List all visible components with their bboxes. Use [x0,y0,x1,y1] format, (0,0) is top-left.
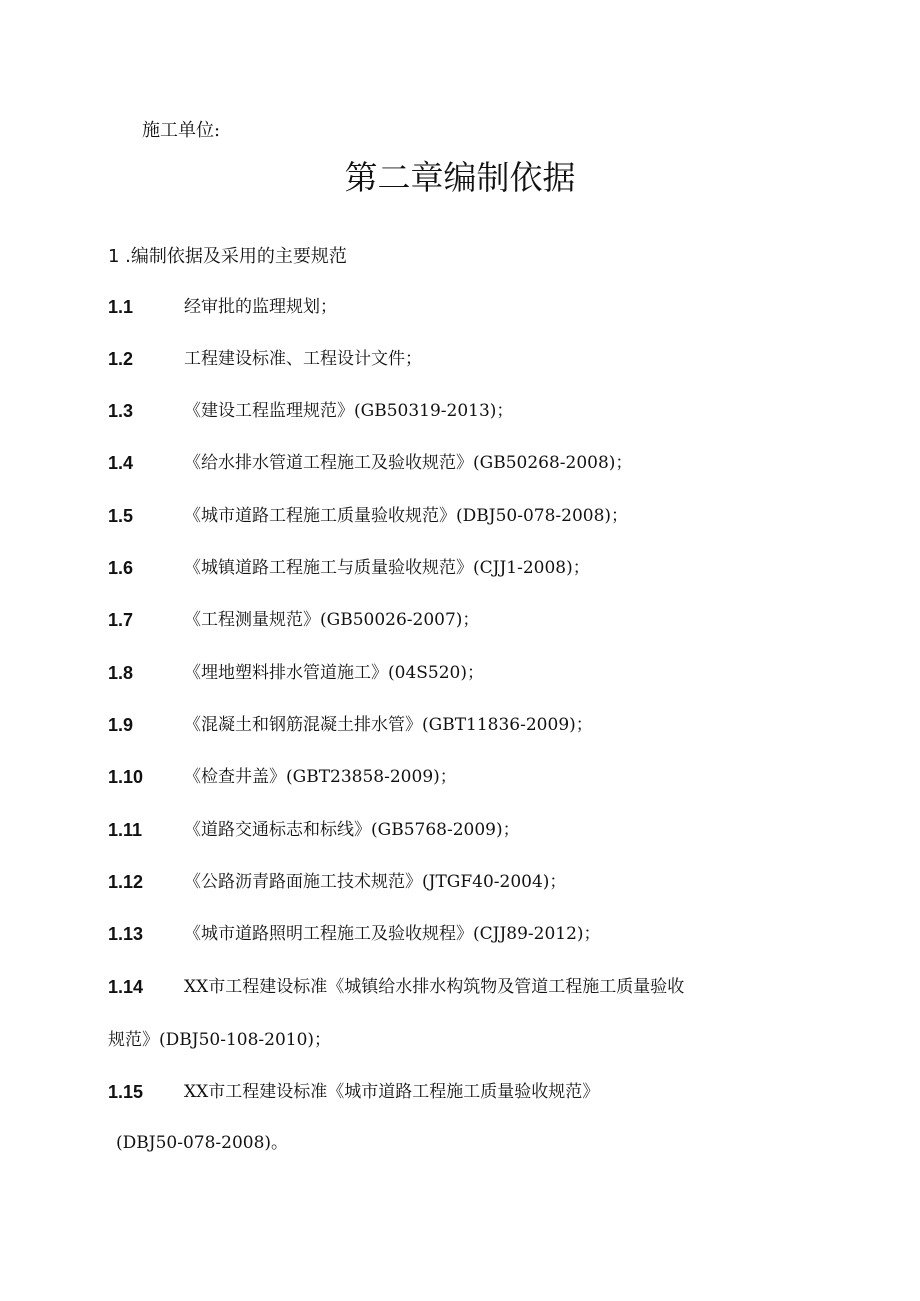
item-text: 《工程测量规范》(GB50026-2007)； [184,610,480,630]
list-item [0,815,920,845]
item-number: 1.15 [108,1082,144,1102]
item-text: 《埋地塑料排水管道施工》(04S520)； [184,663,484,683]
item-text: 《混凝土和钢筋混凝土排水管》(GBT11836-2009)； [184,715,593,735]
section-heading: 1 .编制依据及采用的主要规范 [108,246,347,267]
item-number: 1.7 [108,610,134,630]
item-text-continuation: 规范》(DBJ50-108-2010)； [108,1030,332,1050]
item-text: 《公路沥青路面施工技术规范》(JTGF40-2004)； [184,872,567,892]
item-text: 《城市道路照明工程施工及验收规程》(CJJ89-2012)； [184,924,601,944]
item-text: 《城镇道路工程施工与质量验收规范》(CJJ1-2008)； [184,558,590,578]
list-item [0,501,920,531]
item-number: 1.3 [108,401,134,421]
item-number: 1.12 [108,872,144,892]
chapter-title: 第二章编制依据 [344,158,576,197]
item-text: 《道路交通标志和标线》(GB5768-2009)； [184,820,520,840]
item-text: 工程建设标准、工程设计文件； [184,349,422,369]
item-number: 1.2 [108,349,134,369]
list-item [0,396,920,426]
item-text: XX市工程建设标准《城镇给水排水构筑物及管道工程施工质量验收 [184,977,685,997]
item-number: 1.14 [108,977,144,997]
item-number: 1.13 [108,924,144,944]
item-number: 1.1 [108,297,134,317]
list-item [0,919,920,949]
item-text: XX市工程建设标准《城市道路工程施工质量验收规范》 [184,1082,600,1102]
list-item [0,344,920,374]
item-number: 1.10 [108,767,144,787]
item-number: 1.5 [108,506,134,526]
list-item [0,292,920,322]
item-number: 1.6 [108,558,134,578]
list-item [0,448,920,478]
item-text: 经审批的监理规划； [184,297,337,317]
list-item [0,605,920,635]
list-item [0,553,920,583]
list-item [0,710,920,740]
item-text-continuation: (DBJ50-078-2008)。 [116,1133,289,1153]
list-item [0,972,920,1002]
list-item [0,762,920,792]
list-item [0,867,920,897]
item-number: 1.4 [108,453,134,473]
item-text: 《建设工程监理规范》(GB50319-2013)； [184,401,514,421]
item-number: 1.8 [108,663,134,683]
list-item [0,1077,920,1107]
list-item [0,658,920,688]
item-text: 《城市道路工程施工质量验收规范》(DBJ50-078-2008)； [184,506,629,526]
item-number: 1.9 [108,715,134,735]
item-number: 1.11 [108,820,143,840]
item-text: 《给水排水管道工程施工及验收规范》(GB50268-2008)； [184,453,633,473]
construction-unit-label: 施工单位: [142,120,221,141]
item-text: 《检查井盖》(GBT23858-2009)； [184,767,457,787]
